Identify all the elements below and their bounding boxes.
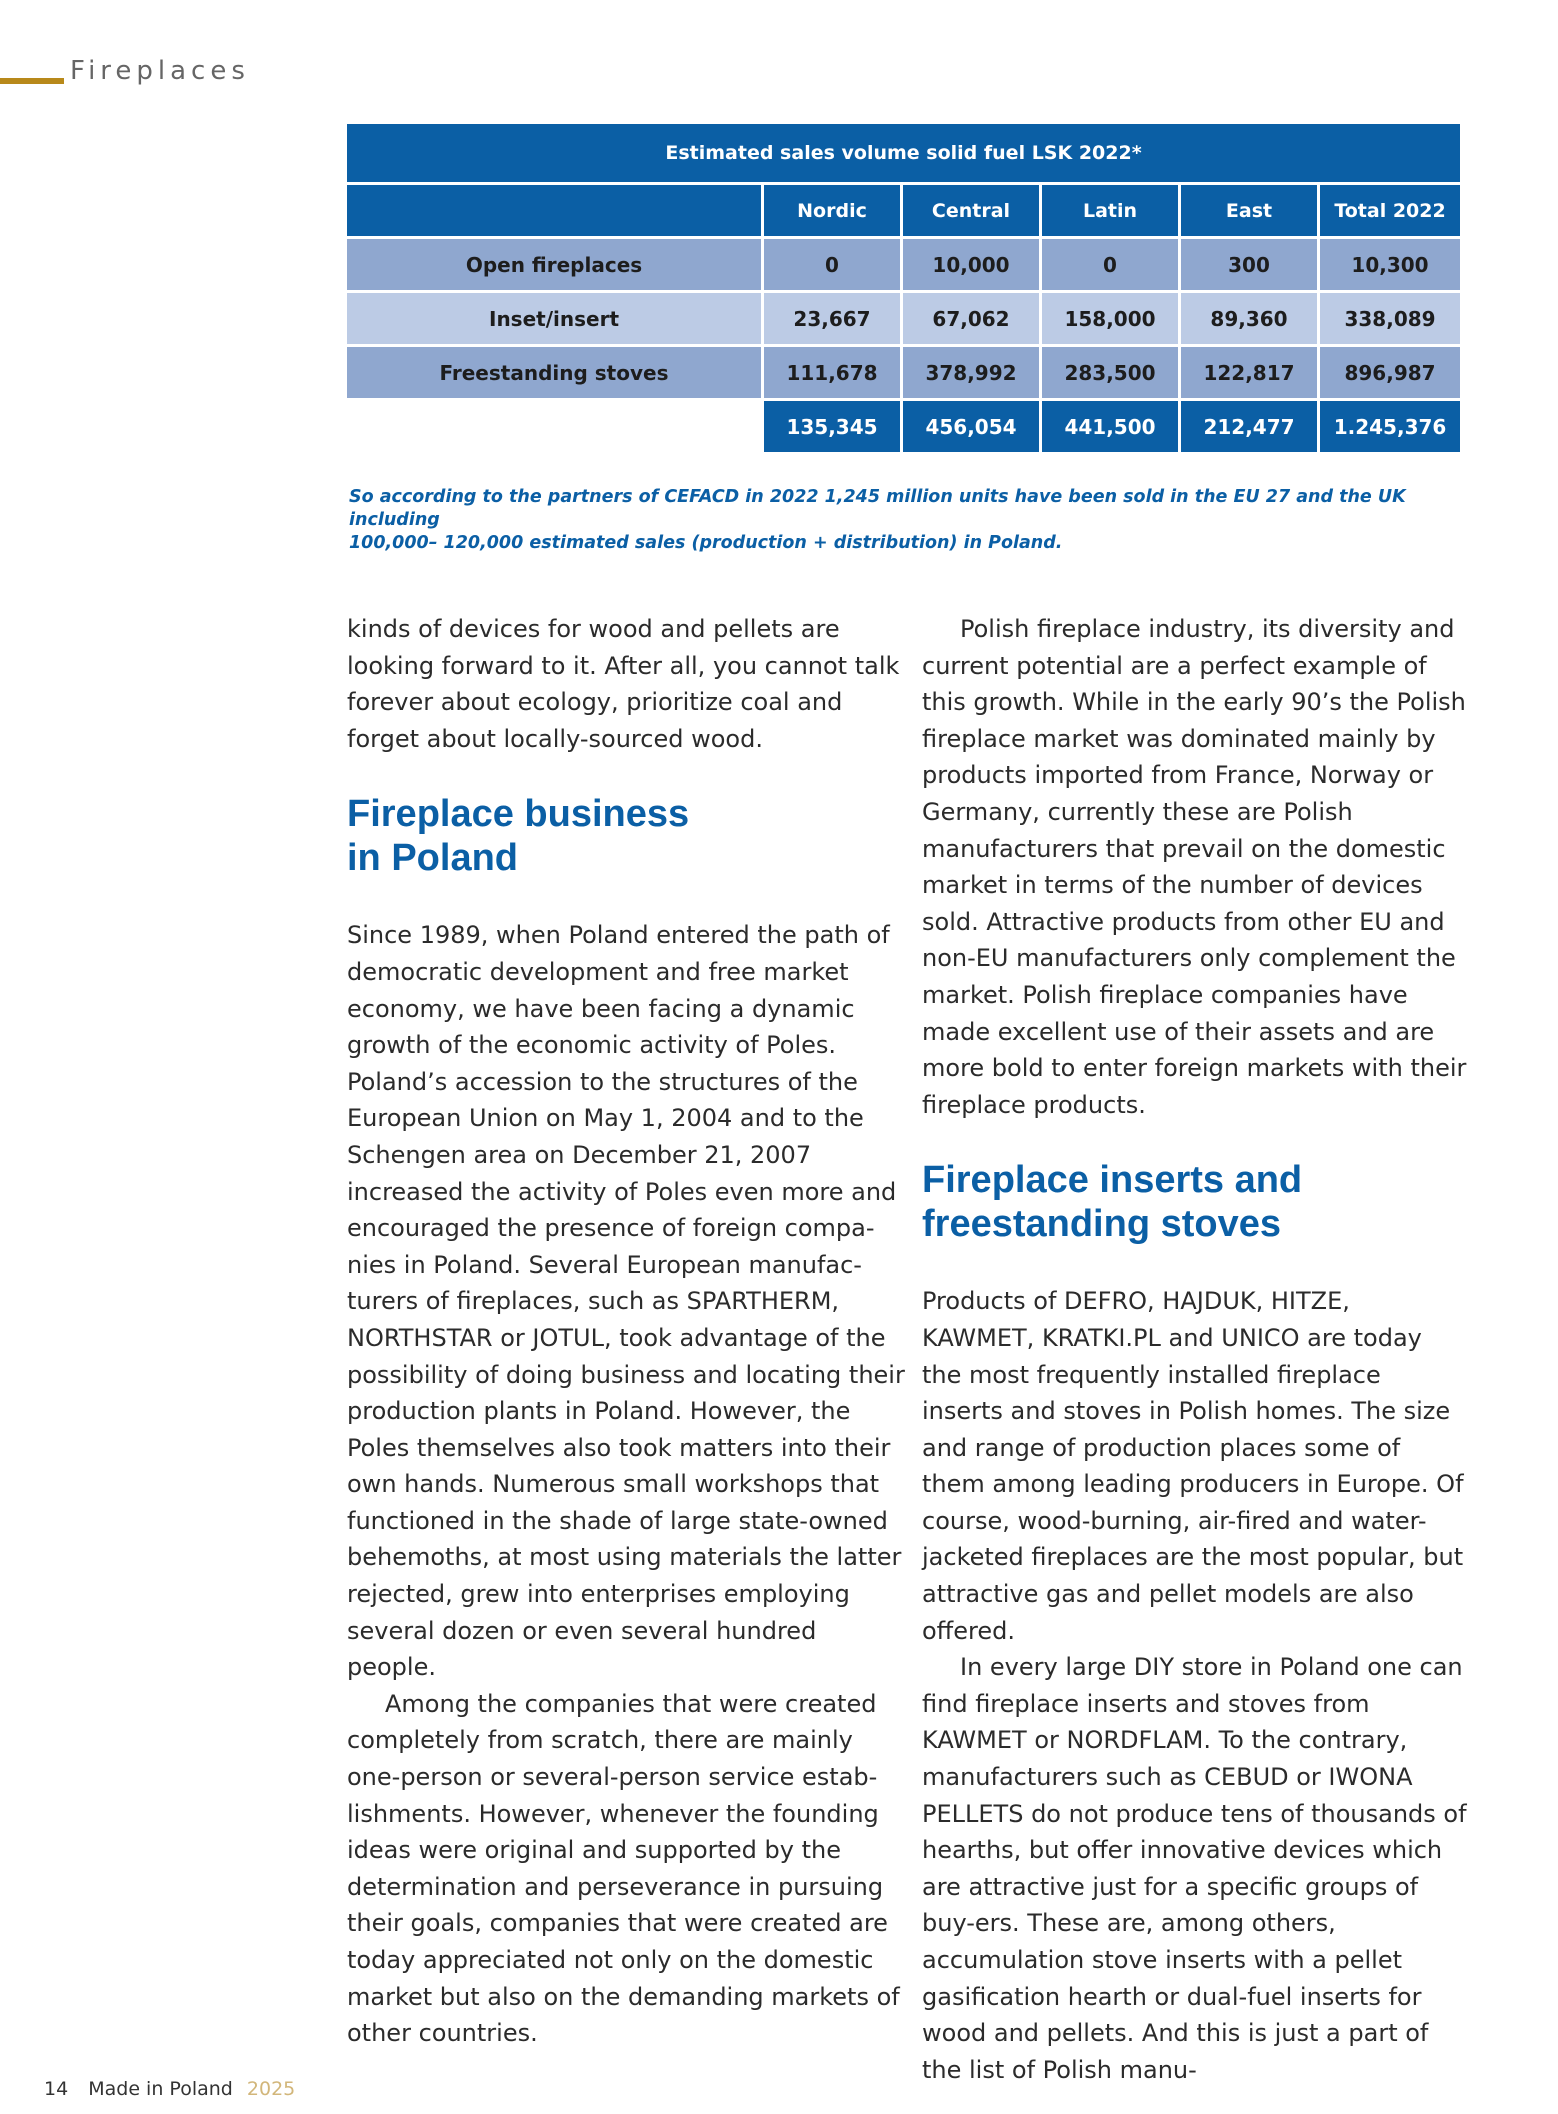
column-header: Nordic	[764, 185, 903, 239]
table-footnote	[349, 486, 1449, 555]
table-row	[347, 239, 1460, 293]
section-accent-bar	[0, 78, 64, 84]
sales-volume-table	[347, 124, 1460, 455]
row-label: Freestanding stoves	[347, 347, 764, 401]
section-heading	[922, 1158, 1467, 1246]
footnote-line: 100,000– 120,000 estimated sales (production + distribution) in Poland.	[349, 533, 1063, 553]
article-right-column	[922, 611, 1467, 2088]
paragraph: kinds of devices for wood and pellets are looking forward to it. After all, you cannot talk forever about ecology, prioritize coal and forget about locally-sourced wood.	[347, 615, 900, 753]
table-cell: 378,992	[903, 347, 1042, 401]
table-total-row	[347, 401, 1460, 455]
section-label: Fireplaces	[70, 56, 250, 86]
column-header: Latin	[1042, 185, 1181, 239]
row-label: Open fireplaces	[347, 239, 764, 293]
table-cell: 67,062	[903, 293, 1042, 347]
total-cell: 212,477	[1181, 401, 1320, 455]
paragraph: Products of DEFRO, HAJDUK, HITZE, KAWMET, KRATKI.PL and UNICO are today the most frequently installed fireplace inserts and stoves in Polish homes. The size and range of production places some of them among leading producers in Europe. Of course, wood-burning, air-fired and water-jacketed fireplaces are the most popular, but attractive gas and pellet models are also offered.	[922, 1287, 1464, 1645]
table-cell: 896,987	[1320, 347, 1460, 401]
table-cell: 0	[764, 239, 903, 293]
paragraph: Among the companies that were created completely from scratch, there are mainly one-person or several-person service estab-lishments. However, whenever the founding ideas were original and supported by the determination and perseverance in pursuing their goals, companies that were created are today appreciated not only on the domestic market but also on the demanding markets of other countries.	[347, 1689, 900, 2048]
table-cell: 10,000	[903, 239, 1042, 293]
column-header: Total 2022	[1320, 185, 1460, 239]
table-cell: 158,000	[1042, 293, 1181, 347]
table-header-row	[347, 185, 1460, 239]
heading-line: Fireplace business	[347, 793, 690, 836]
table-header-blank	[347, 185, 764, 239]
table-cell: 89,360	[1181, 293, 1320, 347]
paragraph: Since 1989, when Poland entered the path of democratic development and free market economy, we have been facing a dynamic growth of the economic activity of Poles. Poland’s accession to the structures of the European Union on May 1, 2004 and to the Schengen area on December 21, 2007 increased the activity of Poles even more and encouraged the presence of foreign compa-nies in Poland. Several European manufac-turers of fireplaces, such as SPARTHERM, NORTHSTAR or JOTUL, took advantage of the possibility of doing business and locating their production plants in Poland. However, the Poles themselves also took matters into their own hands. Numerous small workshops that functioned in the shade of large state-owned behemoths, at most using materials the latter rejected, grew into enterprises employing several dozen or even several hundred people.	[347, 921, 905, 1682]
table-row	[347, 293, 1460, 347]
table-cell: 111,678	[764, 347, 903, 401]
paragraph: Polish fireplace industry, its diversity and current potential are a perfect example of this growth. While in the early 90’s the Polish fireplace market was dominated mainly by products imported from France, Norway or Germany, currently these are Polish manufacturers that prevail on the domestic market in terms of the number of devices sold. Attractive products from other EU and non-EU manufacturers only complement the market. Polish fireplace companies have made excellent use of their assets and are more bold to enter foreign markets with their fireplace products.	[922, 615, 1467, 1119]
page-number: 14	[44, 2078, 69, 2100]
table-cell: 283,500	[1042, 347, 1181, 401]
table-row	[347, 347, 1460, 401]
paragraph: In every large DIY store in Poland one can find fireplace inserts and stoves from KAWMET or NORDFLAM. To the contrary, manufacturers such as CEBUD or IWONA PELLETS do not produce tens of thousands of hearths, but offer innovative devices which are attractive just for a specific groups of buy-ers. These are, among others, accumulation stove inserts with a pellet gasification hearth or dual-fuel inserts for wood and pellets. And this is just a part of the list of Polish manu-	[922, 1653, 1467, 2084]
table-cell: 338,089	[1320, 293, 1460, 347]
total-row-blank	[347, 401, 764, 455]
total-cell: 441,500	[1042, 401, 1181, 455]
publication-name: Made in Poland	[88, 2078, 233, 2100]
row-label: Inset/insert	[347, 293, 764, 347]
heading-line: Fireplace inserts and	[922, 1159, 1303, 1202]
table-title: Estimated sales volume solid fuel LSK 2022*	[347, 124, 1460, 185]
section-heading	[347, 792, 907, 880]
column-header: East	[1181, 185, 1320, 239]
table-cell: 122,817	[1181, 347, 1320, 401]
total-cell: 1.245,376	[1320, 401, 1460, 455]
heading-line: freestanding stoves	[922, 1203, 1281, 1246]
table-cell: 10,300	[1320, 239, 1460, 293]
article-left-column	[347, 611, 907, 2052]
table-cell: 300	[1181, 239, 1320, 293]
total-cell: 456,054	[903, 401, 1042, 455]
publication-year: 2025	[246, 2078, 296, 2100]
heading-line: in Poland	[347, 837, 518, 880]
column-header: Central	[903, 185, 1042, 239]
table-cell: 0	[1042, 239, 1181, 293]
footnote-line: So according to the partners of CEFACD in 2022 1,245 million units have been sold in the EU 27 and the UK including	[349, 487, 1406, 530]
table-cell: 23,667	[764, 293, 903, 347]
page-footer	[44, 2078, 295, 2100]
total-cell: 135,345	[764, 401, 903, 455]
